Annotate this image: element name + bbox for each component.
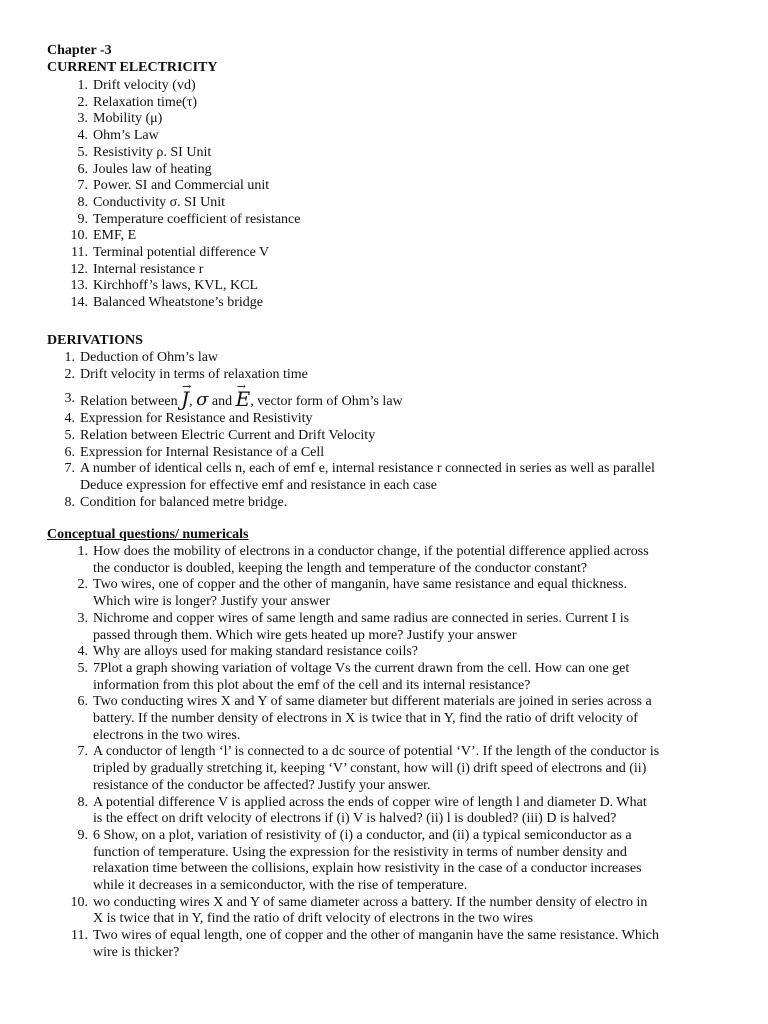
- derivation-number: 3.: [64, 391, 75, 407]
- topic-number: 9.: [77, 211, 88, 227]
- question-number: 3.: [77, 610, 88, 626]
- derivation-item: [64, 350, 740, 367]
- derivations-list: [64, 350, 740, 511]
- topic-text: Ohm’s Law: [93, 128, 159, 144]
- question-number: 2.: [77, 577, 88, 593]
- conductivity-symbol: σ: [196, 389, 209, 411]
- question-text-line: 6 Show, on a plot, variation of resistivity of (i) a conductor, and (ii) a typical semiconductor as a: [93, 827, 632, 843]
- question-number: 9.: [77, 827, 88, 843]
- derivation-number: 6.: [64, 444, 75, 460]
- question-text-line: Two wires, one of copper and the other of manganin, have same resistance and equal thickness.: [93, 577, 627, 593]
- topic-number: 1.: [77, 78, 88, 93]
- derivation-text-prefix: Relation between: [80, 394, 178, 410]
- topic-number: 2.: [77, 94, 88, 110]
- question-text-line: wo conducting wires X and Y of same diameter across a battery. If the number density of electro in: [93, 894, 648, 910]
- question-item: [77, 544, 733, 577]
- current-density-symbol: → J: [181, 391, 189, 407]
- question-number: 6.: [77, 694, 88, 710]
- chapter-number: Chapter -3: [47, 43, 112, 58]
- topic-text: Mobility (μ): [93, 111, 163, 127]
- derivation-item: [64, 411, 740, 428]
- topic-number: 13.: [70, 278, 88, 294]
- question-text-line: Two wires of equal length, one of copper and the other of manganin have the same resistance. Which: [93, 928, 659, 944]
- question-item: [77, 744, 733, 794]
- derivation-text-and: and: [211, 394, 233, 410]
- topic-text: Temperature coefficient of resistance: [93, 211, 301, 227]
- topic-item: [70, 278, 733, 295]
- derivation-number: 4.: [64, 411, 75, 427]
- question-item: [71, 928, 733, 961]
- derivation-number: 8.: [64, 494, 75, 510]
- derivation-text-suffix: , vector form of Ohm’s law: [250, 394, 403, 410]
- topic-item: [70, 295, 733, 312]
- derivation-text: Relation between Electric Current and Drift Velocity: [80, 427, 376, 443]
- topic-item: [77, 128, 733, 145]
- topic-text: Power. SI and Commercial unit: [93, 178, 270, 194]
- derivation-text: Expression for Internal Resistance of a Cell: [80, 444, 325, 460]
- topic-number: 14.: [70, 295, 88, 311]
- questions-heading: Conceptual questions/ numericals: [47, 527, 249, 542]
- derivation-item: [64, 461, 740, 494]
- derivation-number: 7.: [64, 461, 75, 477]
- derivation-item: [64, 387, 740, 412]
- derivation-text: Expression for Resistance and Resistivity: [80, 411, 313, 427]
- question-number: 4.: [77, 644, 88, 660]
- topics-list: [70, 78, 733, 312]
- question-text-line: electrons in the two wires.: [93, 727, 241, 743]
- question-text-line: A conductor of length ‘l’ is connected to a dc source of potential ‘V’. If the length of the conductor is: [93, 744, 660, 760]
- topic-number: 12.: [70, 261, 88, 277]
- derivation-item: [64, 427, 740, 445]
- question-text-line: resistance of the conductor be affected? Justify your answer.: [93, 777, 431, 793]
- topic-number: 7.: [77, 178, 88, 194]
- question-item: [77, 644, 733, 661]
- question-text-line: 7Plot a graph showing variation of voltage Vs the current drawn from the cell. How can one get: [93, 660, 630, 676]
- topic-item: [77, 161, 733, 179]
- question-text-line: the conductor is doubled, keeping the length and temperature of the conductor constant?: [93, 560, 588, 576]
- electric-field-symbol: → E: [236, 391, 251, 407]
- derivation-text: Deduction of Ohm’s law: [80, 350, 219, 365]
- questions-list: [70, 544, 733, 962]
- question-text-line: wire is thicker?: [93, 944, 180, 960]
- question-text-line: passed through them. Which wire gets heated up more? Justify your answer: [93, 627, 517, 643]
- topic-text: Joules law of heating: [93, 161, 212, 177]
- topic-text: Internal resistance r: [93, 261, 204, 277]
- question-text-line: Why are alloys used for making standard resistance coils?: [93, 644, 419, 660]
- question-item: [77, 577, 733, 610]
- question-text-line: How does the mobility of electrons in a conductor change, if the potential difference applied across: [93, 544, 649, 559]
- question-number: 7.: [77, 744, 88, 760]
- question-number: 11.: [71, 928, 88, 944]
- question-item: [77, 694, 733, 744]
- question-item: [77, 794, 733, 828]
- derivation-text: Drift velocity in terms of relaxation time: [80, 366, 308, 382]
- derivations-heading: DERIVATIONS: [47, 333, 143, 348]
- topic-number: 8.: [77, 194, 88, 210]
- topic-text: Conductivity σ. SI Unit: [93, 194, 225, 210]
- topic-text: Terminal potential difference V: [93, 245, 270, 261]
- topic-item: [77, 111, 733, 128]
- topic-item: [77, 94, 733, 112]
- topic-item: [71, 245, 733, 262]
- question-item: [77, 660, 733, 694]
- derivation-text-line: A number of identical cells n, each of emf e, internal resistance r connected in series as well as parallel: [80, 461, 655, 477]
- question-text-line: battery. If the number density of electrons in X is twice that in Y, find the ratio of drift velocity of: [93, 711, 638, 727]
- question-item: [77, 610, 733, 644]
- question-number: 8.: [77, 794, 88, 810]
- topic-item: [77, 78, 733, 95]
- question-item: [77, 827, 733, 895]
- question-number: 10.: [70, 894, 88, 910]
- topic-text: EMF, E: [93, 228, 137, 244]
- derivation-item: [64, 444, 740, 462]
- question-item: [70, 894, 733, 928]
- topic-text: Balanced Wheatstone’s bridge: [93, 295, 264, 311]
- topic-item: [77, 211, 733, 229]
- topic-number: 4.: [77, 128, 88, 144]
- topic-number: 5.: [77, 144, 88, 160]
- derivation-number: 1.: [64, 350, 75, 365]
- derivation-text-line: Deduce expression for effective emf and resistance in each case: [80, 477, 437, 493]
- question-text-line: tripled by gradually stretching it, keeping ‘V’ constant, how will (i) drift speed of electrons and (ii): [93, 761, 647, 777]
- question-text-line: is the effect on drift velocity of electrons if (i) V is halved? (ii) l is doubled? (iii) D is halved?: [93, 811, 617, 827]
- derivation-item: [64, 494, 740, 512]
- topic-number: 3.: [77, 111, 88, 127]
- topic-item: [77, 144, 733, 162]
- topic-number: 10.: [70, 228, 88, 244]
- derivation-number: 2.: [64, 366, 75, 382]
- question-text-line: while it decreases in a semiconductor, with the rise of temperature.: [93, 878, 468, 894]
- topic-text: Drift velocity (vd): [93, 78, 196, 93]
- chapter-title: CURRENT ELECTRICITY: [47, 60, 218, 75]
- question-text-line: information from this plot about the emf of the cell and its internal resistance?: [93, 677, 531, 693]
- question-text-line: X is twice that in Y, find the ratio of drift velocity of electrons in the two wires: [93, 911, 534, 927]
- question-number: 5.: [77, 660, 88, 676]
- topic-text: Resistivity ρ. SI Unit: [93, 144, 212, 160]
- topic-text: Kirchhoff’s laws, KVL, KCL: [93, 278, 258, 294]
- question-text-line: Nichrome and copper wires of same length and same radius are connected in series. Current I is: [93, 610, 630, 626]
- topic-item: [70, 261, 733, 279]
- topic-item: [77, 194, 733, 212]
- topic-number: 11.: [71, 245, 88, 261]
- question-text-line: Two conducting wires X and Y of same diameter but different materials are joined in series across a: [93, 694, 652, 710]
- topic-item: [70, 228, 733, 245]
- question-text-line: Which wire is longer? Justify your answer: [93, 594, 331, 610]
- question-number: 1.: [77, 544, 88, 559]
- symbol-separator: ,: [189, 394, 193, 410]
- derivation-text: Condition for balanced metre bridge.: [80, 494, 288, 510]
- topic-text: Relaxation time(τ): [93, 94, 197, 110]
- question-text-line: function of temperature. Using the expression for the resistivity in terms of number density and: [93, 844, 627, 860]
- topic-item: [77, 178, 733, 195]
- derivation-number: 5.: [64, 427, 75, 443]
- topic-number: 6.: [77, 161, 88, 177]
- question-text-line: A potential difference V is applied across the ends of copper wire of length l and diameter D. What: [93, 794, 647, 810]
- derivation-item: [64, 366, 740, 384]
- question-text-line: relaxation time between the collisions, explain how resistivity in the case of a conductor increases: [93, 861, 642, 877]
